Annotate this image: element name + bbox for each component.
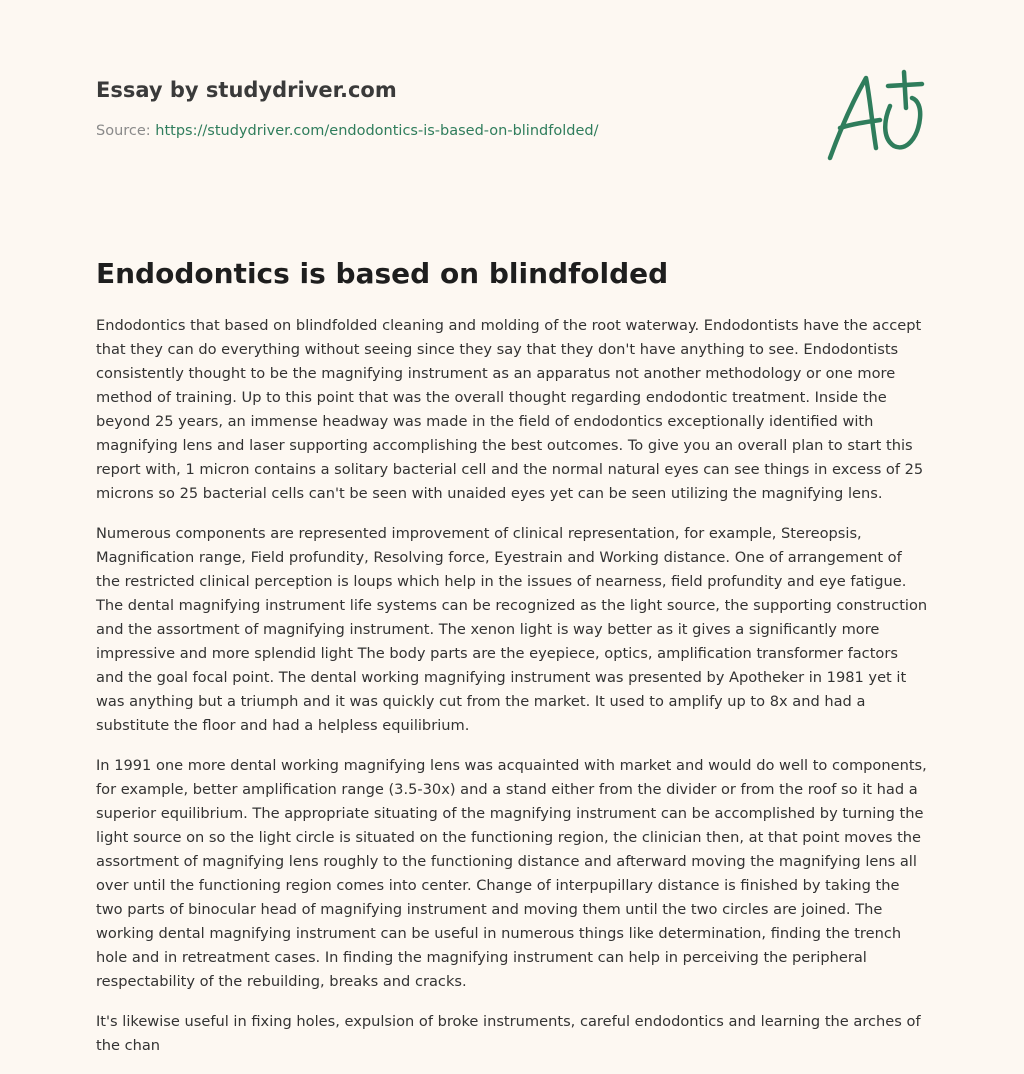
article-paragraph: It's likewise useful in fixing holes, expulsion of broke instruments, careful endodontics and learning the arches of the chan [96,1013,921,1054]
source-link[interactable]: https://studydriver.com/endodontics-is-based-on-blindfolded/ [155,123,599,139]
article-paragraph: Numerous components are represented improvement of clinical representation, for example, Stereopsis, Magnification range, Field profundity, Resolving force, Eyestrain and Working distance. One of arrangement of the restricted clinical perception is loups which help in the issues of nearness, field profundity and eye fatigue. The dental magnifying instrument life systems can be recognized as the light source, the supporting construction and the assortment of magnifying instrument. The xenon light is way better as it gives a significantly more impressive and more splendid light The body parts are the eyepiece, optics, amplification transformer factors and the goal focal point. The dental working magnifying instrument was presented by Apotheker in 1981 yet it was anything but a triumph and it was quickly cut from the market. It used to amplify up to 8x and had a substitute the floor and had a helpless equilibrium. [96,525,928,734]
article-title: Endodontics is based on blindfolded [96,257,669,290]
brand-title: Essay by studydriver.com [96,78,397,102]
essay-header [96,76,796,141]
source-line [96,121,796,141]
a-plus-grade-icon [820,68,930,164]
article-paragraph: Endodontics that based on blindfolded cleaning and molding of the root waterway. Endodontists have the accept that they can do everything without seeing since they say that they don't have anything to see. Endodontists consistently thought to be the magnifying instrument as an apparatus not another methodology or one more method of training. Up to this point that was the overall thought regarding endodontic treatment. Inside the beyond 25 years, an immense headway was made in the field of endodontics exceptionally identified with magnifying lens and laser supporting accomplishing the best outcomes. To give you an overall plan to start this report with, 1 micron contains a solitary bacterial cell and the normal natural eyes can see things in excess of 25 microns so 25 bacterial cells can't be seen with unaided eyes yet can be seen utilizing the magnifying lens. [96,317,924,502]
article-paragraph: In 1991 one more dental working magnifying lens was acquainted with market and would do well to components, for example, better amplification range (3.5-30x) and a stand either from the divider or from the roof so it had a superior equilibrium. The appropriate situating of the magnifying instrument can be accomplished by turning the light source on so the light circle is situated on the functioning region, the clinician then, at that point moves the assortment of magnifying lens roughly to the functioning distance and afterward moving the magnifying lens all over until the functioning region comes into center. Change of interpupillary distance is finished by taking the two parts of binocular head of magnifying instrument and moving them until the two circles are joined. The working dental magnifying instrument can be useful in numerous things like determination, finding the trench hole and in retreatment cases. In finding the magnifying instrument can help in perceiving the peripheral respectability of the rebuilding, breaks and cracks. [96,757,927,990]
article-body [96,314,928,1074]
source-label: Source: [96,123,151,139]
